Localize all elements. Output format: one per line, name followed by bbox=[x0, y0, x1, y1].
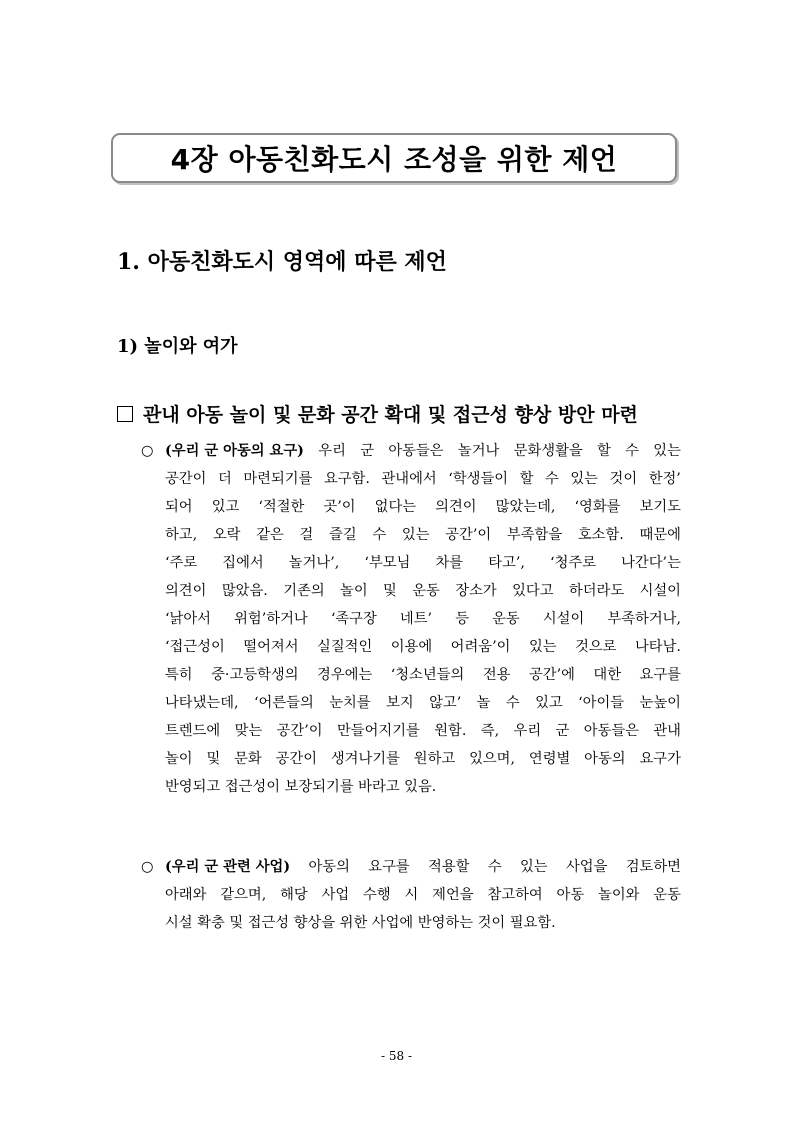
paragraph-line: 트렌드에 맞는 공간’이 만들어지기를 원함. 즉, 우리 군 아동들은 관내 bbox=[165, 723, 681, 739]
paragraph-line: 반영되고 접근성이 보장되기를 바라고 있음. bbox=[165, 779, 437, 795]
paragraph-line: ‘접근성이 떨어져서 실질적인 이용에 어려움’이 있는 것으로 나타남. bbox=[165, 639, 681, 655]
paragraph-line: ‘주로 집에서 놀거나’, ‘부모님 차를 타고’, ‘청주로 나간다’는 bbox=[165, 555, 681, 571]
box-heading-text: 관내 아동 놀이 및 문화 공간 확대 및 접근성 향상 방안 마련 bbox=[143, 404, 638, 426]
section-title: 1. 아동친화도시 영역에 따른 제언 bbox=[117, 249, 447, 275]
paragraph-line: 공간이 더 마련되기를 요구함. 관내에서 ‘학생들이 할 수 있는 것이 한정’ bbox=[165, 471, 681, 487]
paragraph-line: 되어 있고 ‘적절한 곳’이 없다는 의견이 많았는데, ‘영화를 보기도 bbox=[165, 499, 681, 515]
paragraph-child-needs bbox=[141, 437, 681, 801]
box-heading bbox=[117, 400, 638, 427]
paragraph-line: 특히 중·고등학생의 경우에는 ‘청소년들의 전용 공간’에 대한 요구를 bbox=[165, 667, 681, 683]
paragraph-related-projects bbox=[141, 853, 681, 937]
paragraph-line: 나타냈는데, ‘어른들의 눈치를 보지 않고’ 놀 수 있고 ‘아이들 눈높이 bbox=[165, 695, 681, 711]
paragraph-line: 아래와 같으며, 해당 사업 수행 시 제언을 참고하여 아동 놀이와 운동 bbox=[165, 887, 681, 903]
paragraph-line: ○ (우리 군 관련 사업) 아동의 요구를 적용할 수 있는 사업을 검토하면 bbox=[141, 853, 681, 881]
chapter-title-box bbox=[111, 133, 677, 183]
paragraph-line: 놀이 및 문화 공간이 생겨나기를 원하고 있으며, 연령별 아동의 요구가 bbox=[165, 751, 681, 767]
subsection-title: 1) 놀이와 여가 bbox=[117, 336, 238, 357]
circle-bullet-icon: ○ bbox=[141, 859, 154, 875]
paragraph-line: ○ (우리 군 아동의 요구) 우리 군 아동들은 놀거나 문화생활을 할 수 있는 bbox=[141, 437, 681, 465]
chapter-title: 4장 아동친화도시 조성을 위한 제언 bbox=[170, 143, 618, 176]
paragraph-line: 하고, 오락 같은 걸 즐길 수 있는 공간’이 부족함을 호소함. 때문에 bbox=[165, 527, 681, 543]
square-bullet-icon bbox=[117, 406, 133, 422]
paragraph-line: 시설 확충 및 접근성 향상을 위한 사업에 반영하는 것이 필요함. bbox=[165, 915, 556, 931]
page-number: - 58 - bbox=[380, 1049, 412, 1063]
paragraph-line: ‘낡아서 위험’하거나 ‘족구장 네트’ 등 운동 시설이 부족하거나, bbox=[165, 611, 681, 627]
paragraph-label: (우리 군 관련 사업) bbox=[165, 859, 291, 875]
paragraph-line: 의견이 많았음. 기존의 놀이 및 운동 장소가 있다고 하더라도 시설이 bbox=[165, 583, 681, 599]
circle-bullet-icon: ○ bbox=[141, 443, 154, 459]
paragraph-label: (우리 군 아동의 요구) bbox=[165, 443, 304, 459]
